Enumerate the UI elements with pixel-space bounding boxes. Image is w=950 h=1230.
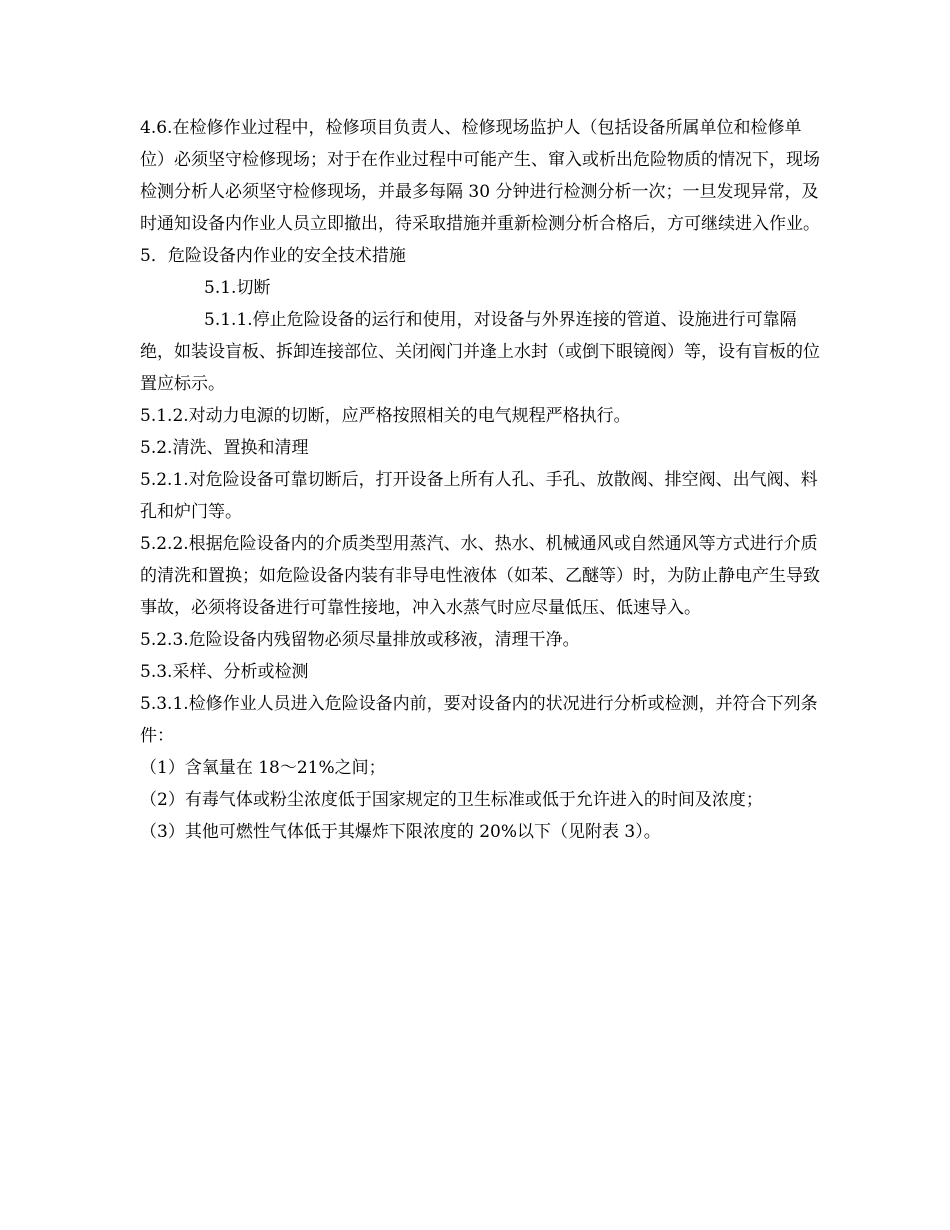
heading-5-1: 5.1.切断 bbox=[204, 278, 271, 298]
paragraph-5-1-2: 5.1.2.对动力电源的切断，应严格按照相关的电气规程严格执行。 bbox=[140, 406, 631, 426]
paragraph-5-1-1: 5.1.1.停止危险设备的运行和使用，对设备与外界连接的管道、设施进行可靠隔绝，如装设盲板、拆卸连接部位、关闭阀门并逢上水封（或倒下眼镜阀）等，设有盲板的位置应标示。 bbox=[140, 310, 820, 394]
paragraph-5-2-2: 5.2.2.根据危险设备内的介质类型用蒸汽、水、热水、机械通风或自然通风等方式进行介质的清洗和置换；如危险设备内装有非导电性液体（如苯、乙醚等）时，为防止静电产生导致事故，必须将设备进行可靠性接地，冲入水蒸气时应尽量低压、低速导入。 bbox=[140, 534, 820, 618]
condition-1: （1）含氧量在 18～21%之间； bbox=[140, 758, 386, 778]
heading-5-2: 5.2.清洗、置换和清理 bbox=[140, 438, 309, 458]
paragraph-5-2-3: 5.2.3.危险设备内残留物必须尽量排放或移液，清理干净。 bbox=[140, 630, 580, 650]
document-body bbox=[140, 112, 825, 848]
condition-3: （3）其他可燃性气体低于其爆炸下限浓度的 20%以下（见附表 3）。 bbox=[140, 822, 661, 842]
condition-2: （2）有毒气体或粉尘浓度低于国家规定的卫生标准或低于允许进入的时间及浓度； bbox=[140, 790, 763, 810]
heading-5: 5．危险设备内作业的安全技术措施 bbox=[140, 246, 406, 266]
heading-5-3: 5.3.采样、分析或检测 bbox=[140, 662, 309, 682]
paragraph-5-3-1: 5.3.1.检修作业人员进入危险设备内前，要对设备内的状况进行分析或检测，并符合下列条件： bbox=[140, 694, 818, 746]
paragraph-4-6: 4.6.在检修作业过程中，检修项目负责人、检修现场监护人（包括设备所属单位和检修单位）必须坚守检修现场；对于在作业过程中可能产生、窜入或析出危险物质的情况下，现场检测分析人必须坚守检修现场，并最多每隔 30 分钟进行检测分析一次；一旦发现异常，及时通知设备内作业人员立即撤出，待采取措施并重新检测分析合格后，方可继续进入作业。 bbox=[140, 118, 820, 234]
paragraph-5-2-1: 5.2.1.对危险设备可靠切断后，打开设备上所有人孔、手孔、放散阀、排空阀、出气阀、料孔和炉门等。 bbox=[140, 470, 818, 522]
